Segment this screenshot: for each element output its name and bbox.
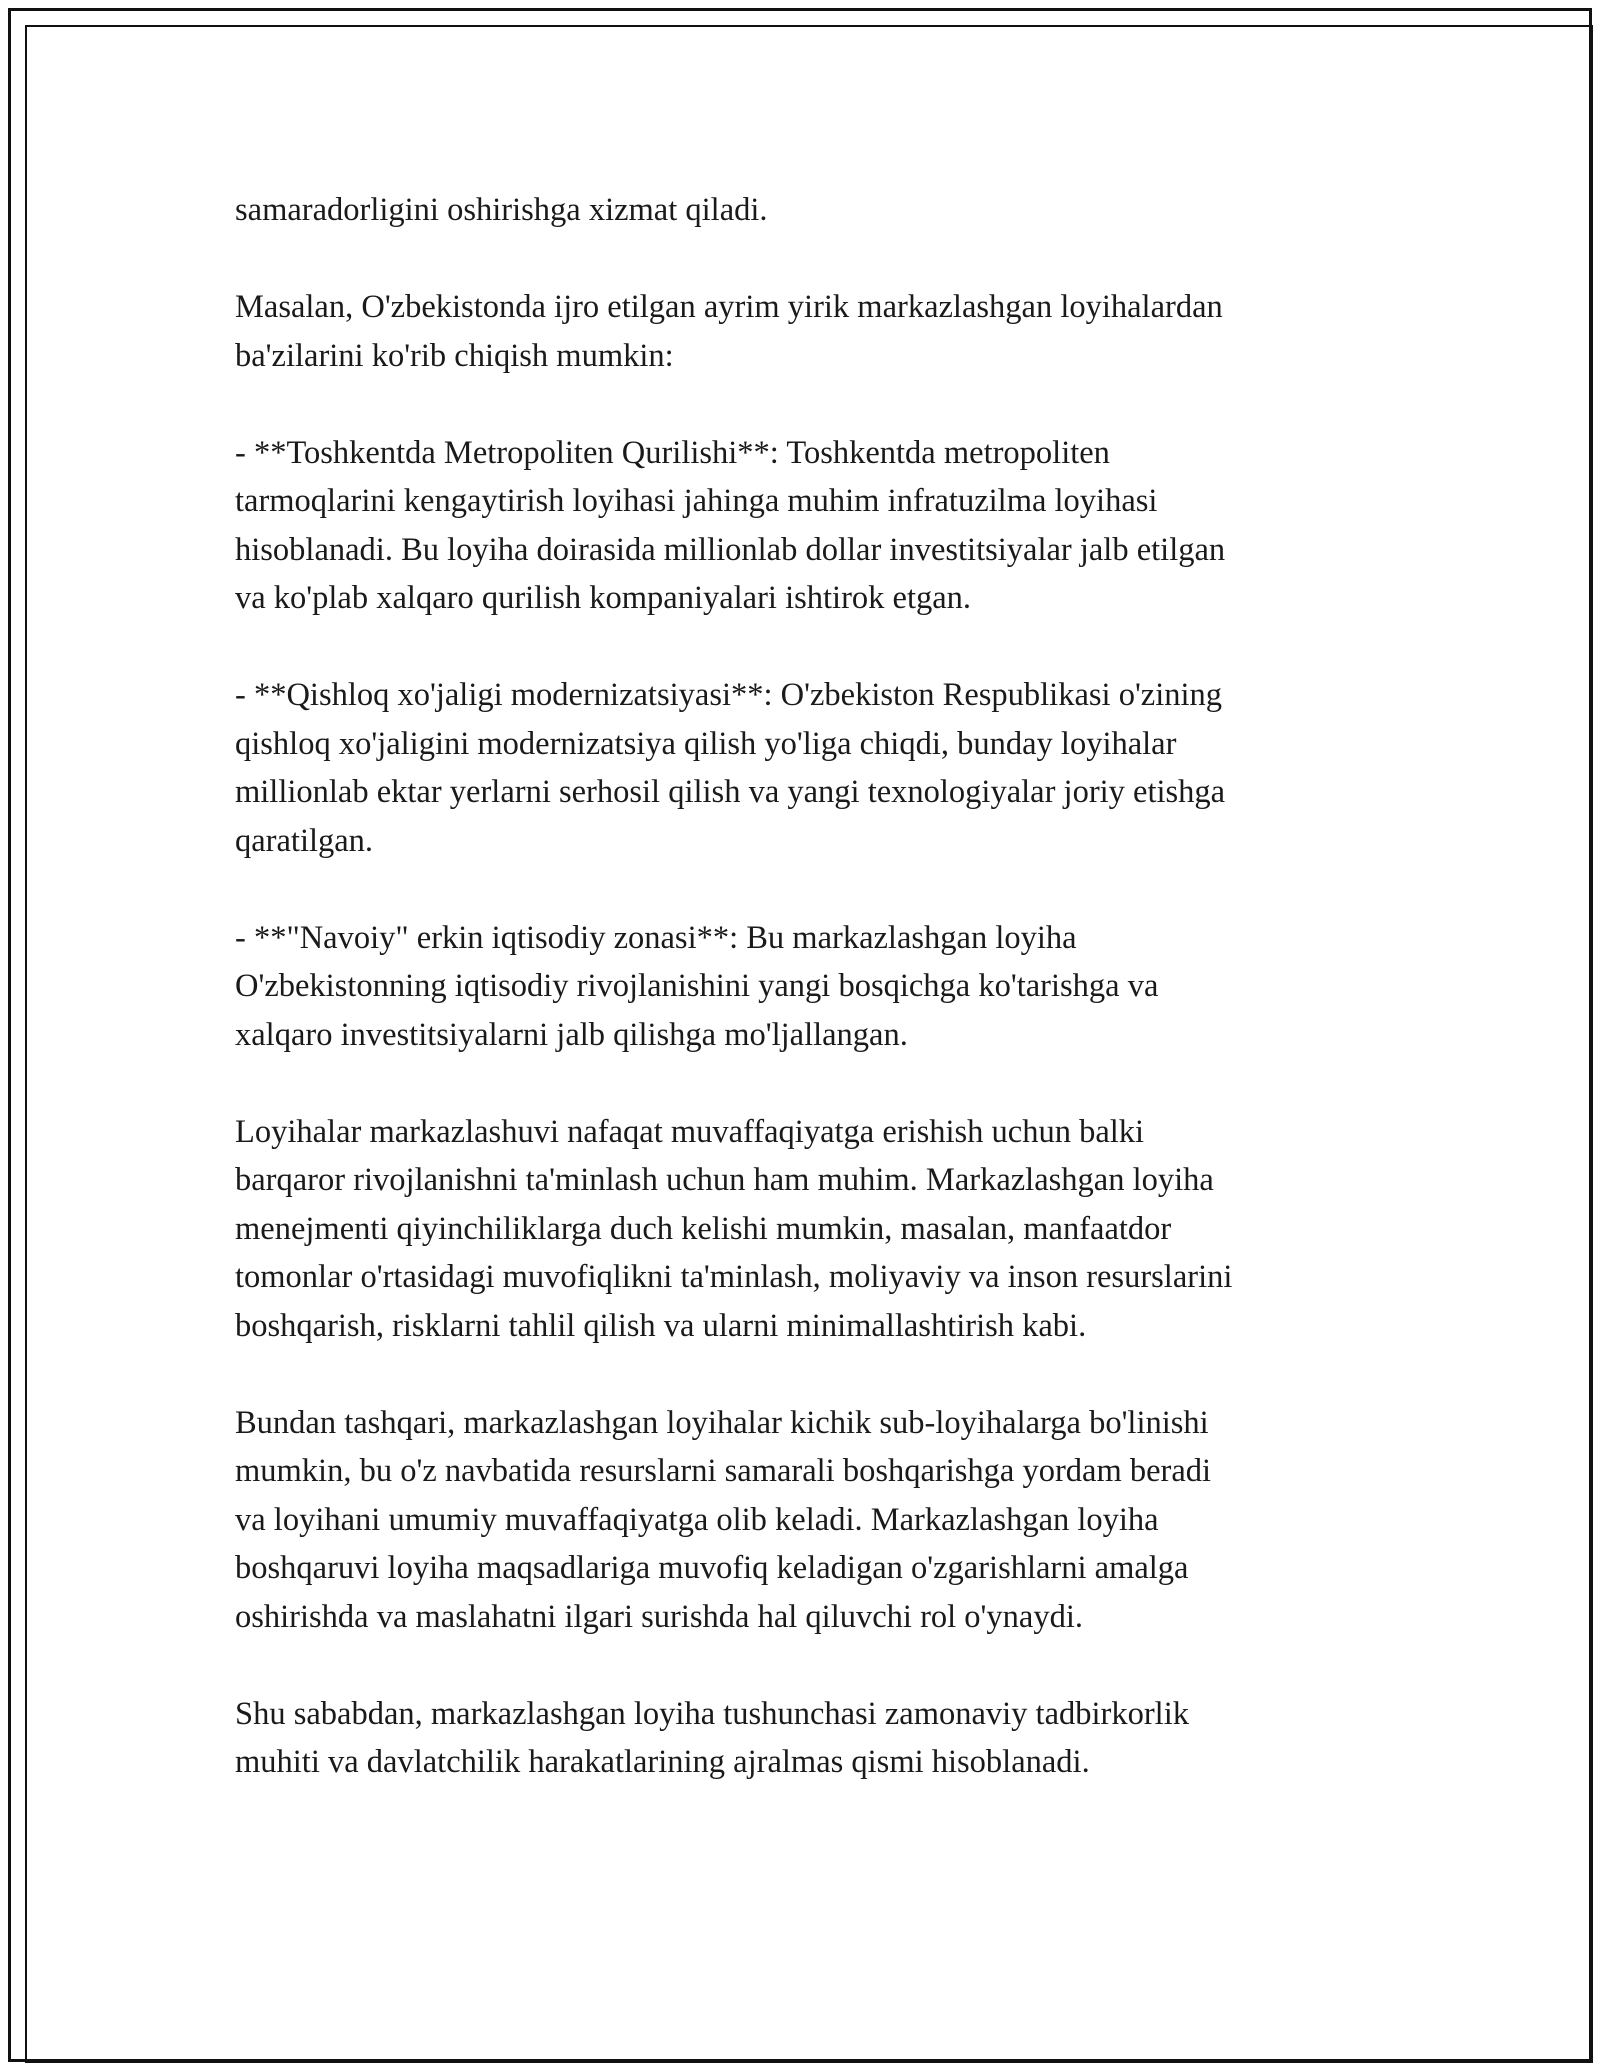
document-body [235, 186, 1365, 1787]
paragraph-conclusion: Shu sababdan, markazlashgan loyiha tushunchasi zamonaviy tadbirkorlik muhiti va davlatchilik harakatlarining ajralmas qismi hisoblanadi. [235, 1695, 1189, 1780]
paragraph-centralization: Loyihalar markazlashuvi nafaqat muvaffaqiyatga erishish uchun balki barqaror rivojlanishni ta'minlash uchun ham muhim. Markazlashgan loyiha menejmenti qiyinchiliklarga duch kelishi mumkin, masalan, manfaatdor tomonlar o'rtasidagi muvofiqlikni ta'minlash, moliyaviy va inson resurslarini boshqarish, risklarni tahlil qilish va ularni minimallashtirish kabi. [235, 1113, 1233, 1344]
list-item-agriculture: - **Qishloq xo'jaligi modernizatsiyasi**: O'zbekiston Respublikasi o'zining qishloq xo'jaligini modernizatsiya qilish yo'liga chiqdi, bunday loyihalar millionlab ektar yerlarni serhosil qilish va yangi texnologiyalar joriy etishga qaratilgan. [235, 677, 1226, 859]
paragraph-sub-projects: Bundan tashqari, markazlashgan loyihalar kichik sub-loyihalarga bo'linishi mumkin, bu o'z navbatida resurslarni samarali boshqarishga yordam beradi va loyihani umumiy muvaffaqiyatga olib keladi. Markazlashgan loyiha boshqaruvi loyiha maqsadlariga muvofiq keladigan o'zgarishlarni amalga oshirishda va maslahatni ilgari surishda hal qiluvchi rol o'ynaydi. [235, 1404, 1212, 1635]
paragraph-examples-intro: Masalan, O'zbekistonda ijro etilgan ayrim yirik markazlashgan loyihalardan ba'zilarini ko'rib chiqish mumkin: [235, 289, 1223, 374]
paragraph-continuation: samaradorligini oshirishga xizmat qiladi. [235, 192, 768, 228]
list-item-navoiy-zone: - **"Navoiy" erkin iqtisodiy zonasi**: Bu markazlashgan loyiha O'zbekistonning iqtisodiy rivojlanishini yangi bosqichga ko'tarishga va xalqaro investitsiyalarni jalb qilishga mo'ljallangan. [235, 919, 1159, 1053]
list-item-metro: - **Toshkentda Metropoliten Qurilishi**: Toshkentda metropoliten tarmoqlarini kengaytirish loyihasi jahinga muhim infratuzilma loyihasi hisoblanadi. Bu loyiha doirasida millionlab dollar investitsiyalar jalb etilgan va ko'plab xalqaro qurilish kompaniyalari ishtirok etgan. [235, 434, 1226, 616]
